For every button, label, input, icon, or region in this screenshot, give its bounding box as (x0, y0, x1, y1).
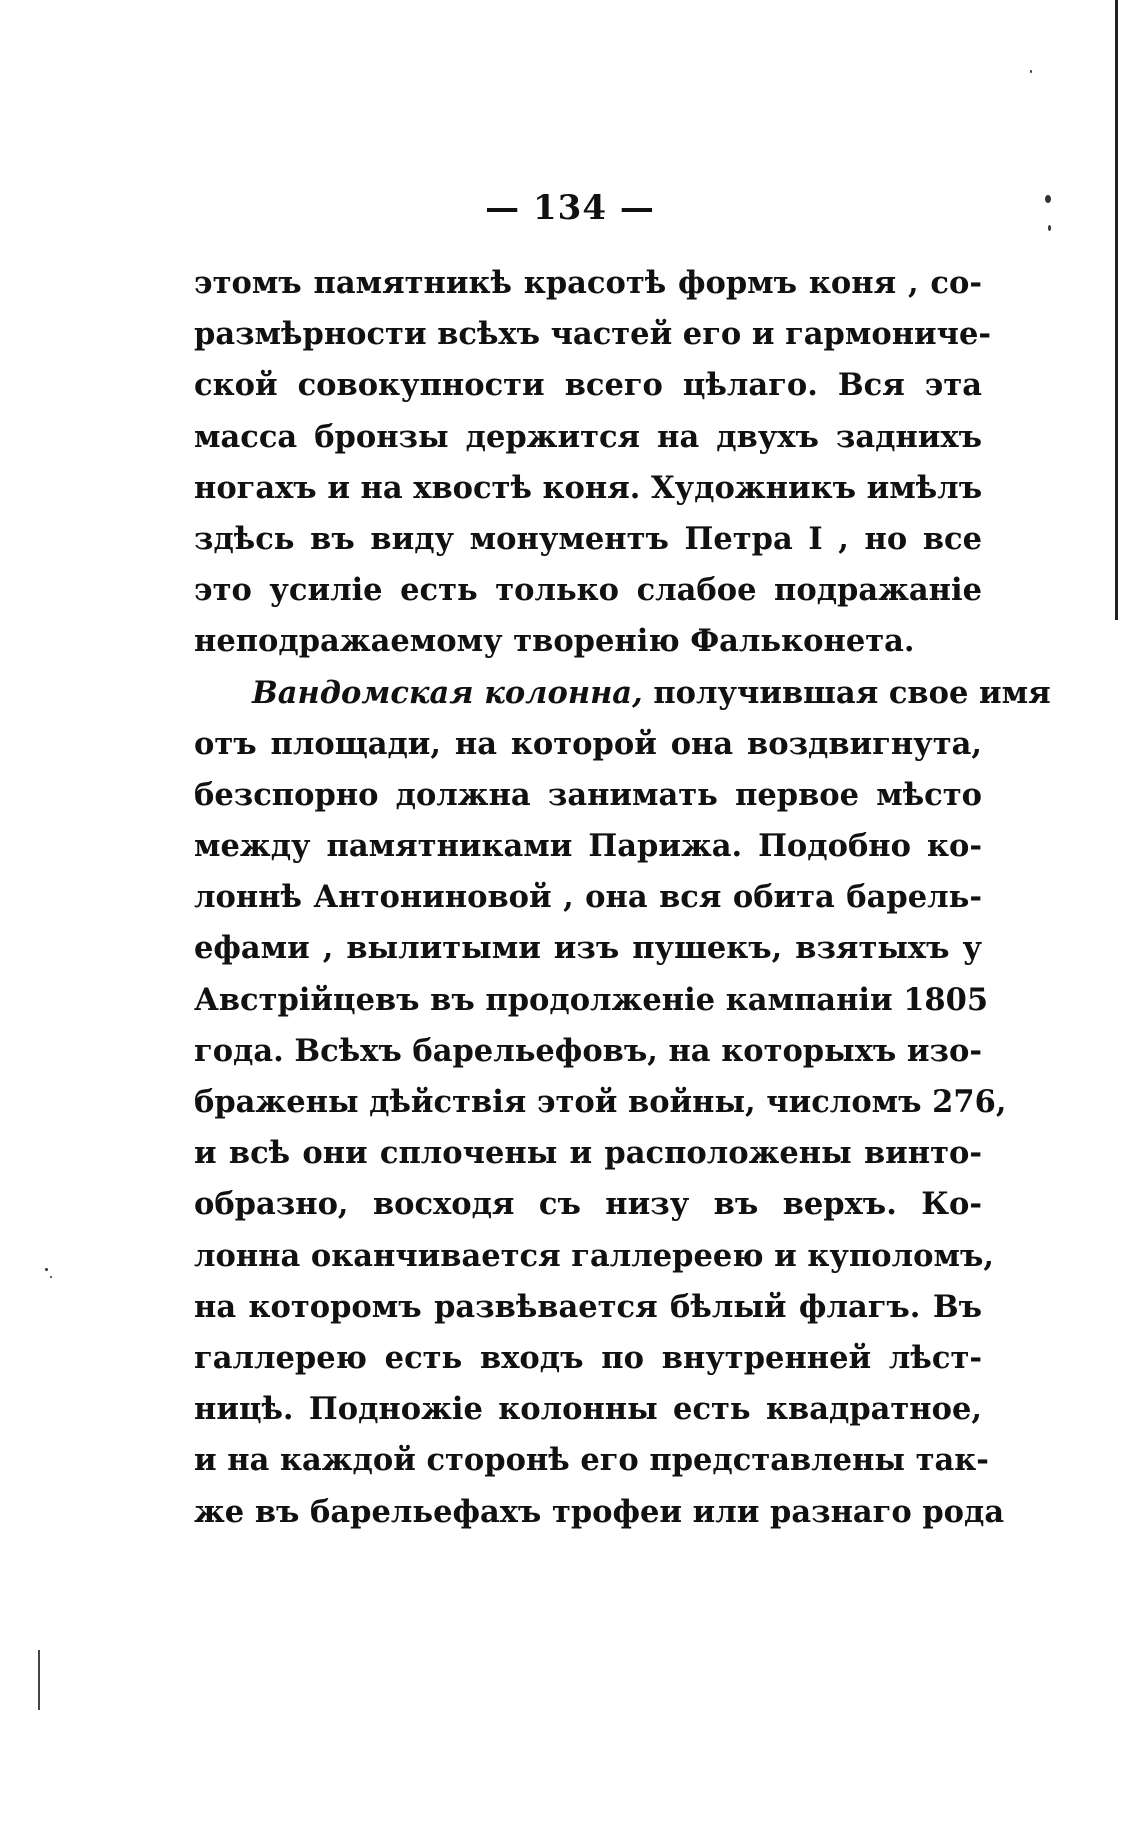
paragraph-2 (194, 668, 1051, 1538)
paragraph-1 (194, 258, 992, 668)
body-text (194, 258, 1051, 1538)
page-edge-mark (38, 1650, 40, 1710)
ink-speck (50, 1276, 52, 1278)
text-line: безспорно должна занимать первое мѣсто (194, 776, 982, 813)
text-line: лонна оканчивается галлереею и куполомъ, (194, 1237, 994, 1274)
text-run: получившая свое имя (642, 674, 1051, 711)
text-line: неподражаемому творенію Фальконета. (194, 623, 915, 660)
page-edge-shadow (1115, 0, 1118, 620)
text-line: ногахъ и на хвостѣ коня. Художникъ имѣлъ (194, 469, 983, 506)
text-line (194, 668, 1051, 719)
ink-speck (45, 1268, 48, 1271)
text-line: лоннѣ Антониновой , она вся обита барель- (194, 879, 982, 916)
text-line: этомъ памятникѣ красотѣ формъ коня , со- (194, 265, 982, 301)
text-line: между памятниками Парижа. Подобно ко- (194, 828, 982, 865)
text-line: галлерею есть входъ по внутренней лѣст- (194, 1339, 982, 1376)
ink-speck (1030, 70, 1032, 73)
text-line: ской совокупности всего цѣлаго. Вся эта (194, 367, 982, 404)
text-line: размѣрности всѣхъ частей его и гармониче- (194, 316, 992, 353)
text-line: же въ барельефахъ трофеи или разнаго рода (194, 1493, 1005, 1530)
italic-term: Вандомская колонна, (252, 674, 643, 711)
text-line: это усиліе есть только слабое подражаніе (194, 572, 982, 609)
page-number: — 134 — (485, 188, 655, 228)
text-line: ницѣ. Подножіе колонны есть квадратное, (194, 1391, 982, 1428)
text-line: и всѣ они сплочены и расположены винто- (194, 1135, 982, 1172)
text-line: и на каждой сторонѣ его представлены так- (194, 1442, 989, 1479)
text-line: бражены дѣйствія этой войны, числомъ 276, (194, 1084, 1007, 1120)
text-line: отъ площади, на которой она воздвигнута, (194, 725, 982, 762)
text-line: масса бронзы держится на двухъ заднихъ (194, 418, 982, 455)
text-line: на которомъ развѣвается бѣлый флагъ. Въ (194, 1288, 982, 1325)
text-line: ефами , вылитыми изъ пушекъ, взятыхъ у (194, 930, 982, 967)
text-line: года. Всѣхъ барельефовъ, на которыхъ изо- (194, 1032, 982, 1069)
text-line: образно, восходя съ низу въ верхъ. Ко- (194, 1186, 982, 1223)
text-line: Австрійцевъ въ продолженіе кампаніи 1805 (194, 981, 989, 1018)
text-line: здѣсь въ виду монументъ Петра I , но все (194, 520, 982, 557)
